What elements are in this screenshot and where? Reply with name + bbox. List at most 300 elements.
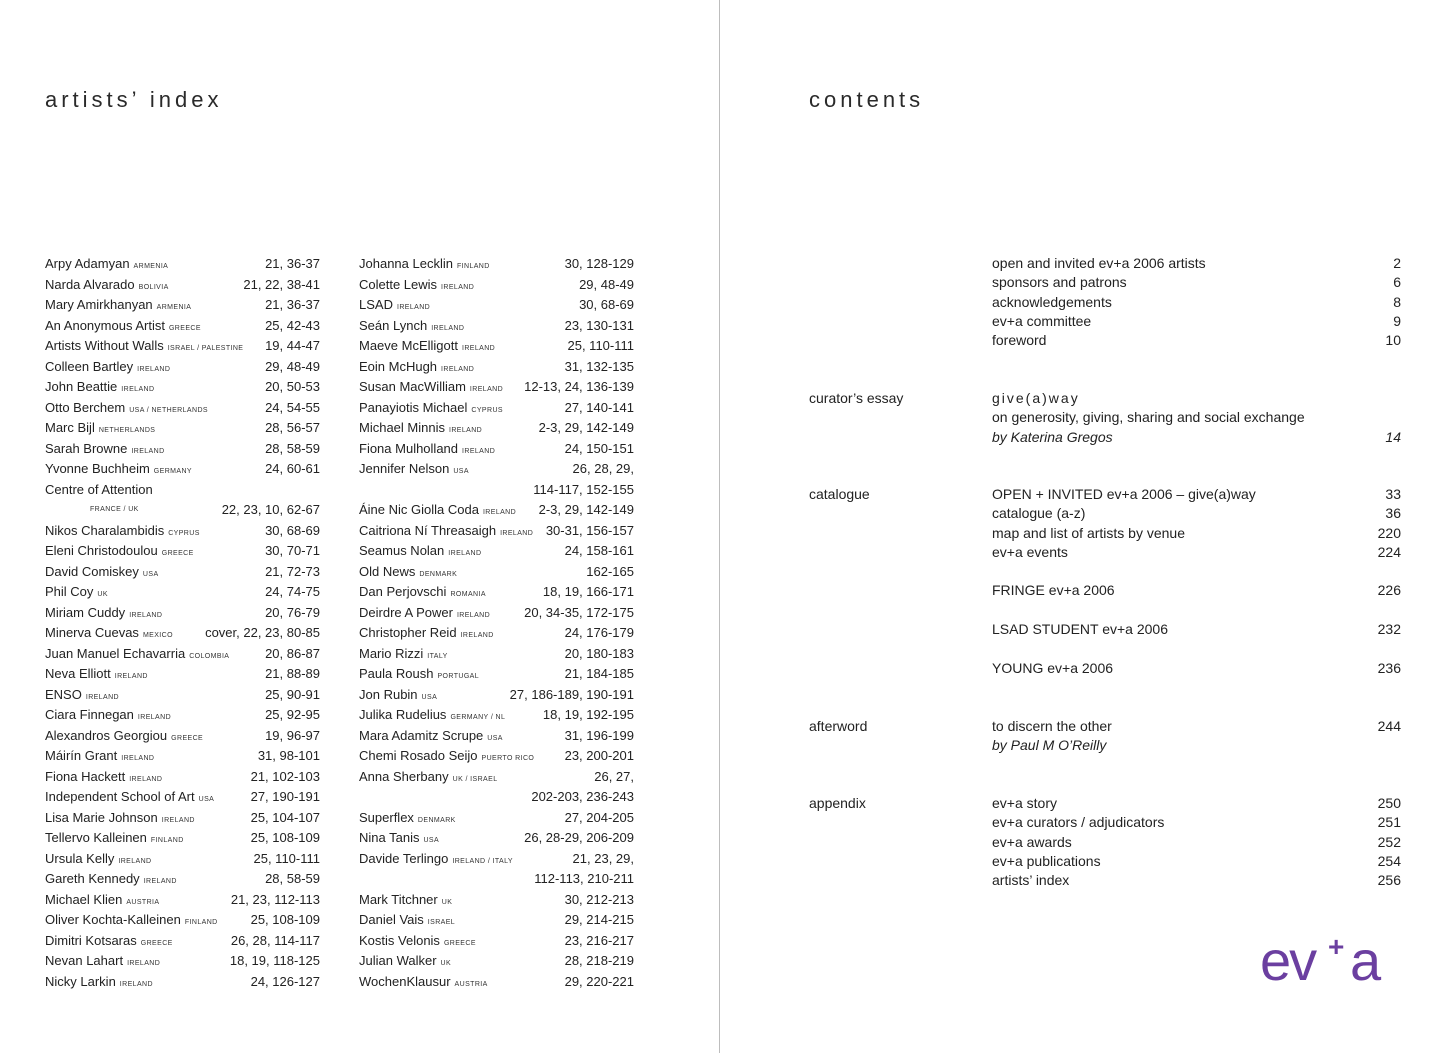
artist-pages: 18, 19, 118-125 xyxy=(229,953,320,968)
artist-name: Ursula Kelly IRELAND xyxy=(45,850,152,866)
artist-name: John Beattie IRELAND xyxy=(45,379,155,394)
index-entry xyxy=(359,972,634,993)
artist-name: Davide Terlingo IRELAND / ITALY xyxy=(359,850,513,866)
toc-entry-title: foreword xyxy=(992,332,1047,349)
artist-country: GERMANY / NL xyxy=(450,714,506,721)
toc-entry xyxy=(992,428,1401,447)
artist-pages: 23, 216-217 xyxy=(564,932,634,948)
artist-name: Nicky Larkin IRELAND xyxy=(45,973,153,989)
artist-pages: 22, 23, 10, 62-67 xyxy=(221,502,320,517)
artist-country: FRANCE / UK xyxy=(90,506,139,513)
artist-country: IRELAND xyxy=(482,509,517,516)
toc-entry-page: 36 xyxy=(1385,505,1401,522)
toc-entry xyxy=(992,620,1401,639)
artist-pages: 27, 204-205 xyxy=(564,809,634,825)
artist-country: USA xyxy=(487,734,503,742)
index-entry xyxy=(45,767,320,788)
artist-name: Susan MacWilliam IRELAND xyxy=(359,379,504,394)
artist-country: IRELAND xyxy=(114,673,148,680)
artist-name: Paula Roush PORTUGAL xyxy=(359,666,480,681)
index-entry xyxy=(359,562,634,583)
artist-country: FINLAND xyxy=(184,919,218,926)
toc-entry-page: 220 xyxy=(1377,524,1401,541)
section-label: appendix xyxy=(809,795,866,811)
svg-text:ev: ev xyxy=(1260,929,1316,992)
toc-entry-page: 10 xyxy=(1385,332,1401,349)
section-entries xyxy=(992,794,1401,890)
toc-entry-title: map and list of artists by venue xyxy=(992,524,1185,541)
artist-pages: 21, 23, 112-113 xyxy=(230,891,320,907)
artist-country: USA xyxy=(453,468,469,475)
toc-entry-title: open and invited ev+a 2006 artists xyxy=(992,255,1206,271)
artist-pages: 23, 200-201 xyxy=(564,748,634,763)
artist-name: An Anonymous Artist GREECE xyxy=(45,317,201,333)
artist-country: IRELAND xyxy=(129,611,163,619)
artist-country: UK xyxy=(441,898,453,906)
artist-name: Otto Berchem USA / NETHERLANDS xyxy=(45,399,208,415)
artist-country: AUSTRIA xyxy=(454,980,488,988)
artist-pages: 28, 58-59 xyxy=(265,440,320,456)
artist-pages: 21, 184-185 xyxy=(564,666,634,681)
artist-name: Michael Klien AUSTRIA xyxy=(45,891,160,907)
index-entry xyxy=(45,480,320,501)
artist-country: IRELAND xyxy=(469,386,504,393)
toc-entry-title: OPEN + INVITED ev+a 2006 – give(a)way xyxy=(992,486,1256,502)
artist-name: Independent School of Art USA xyxy=(45,789,215,804)
artist-pages: 26, 28, 29, xyxy=(572,461,634,476)
artist-country: IRELAND xyxy=(143,878,177,885)
artist-pages: 25, 90-91 xyxy=(265,686,320,702)
artist-pages: 25, 108-109 xyxy=(250,830,320,845)
index-entry xyxy=(45,685,320,706)
toc-entry-title: ev+a curators / adjudicators xyxy=(992,814,1165,831)
index-entry xyxy=(359,746,634,767)
index-entry xyxy=(359,644,634,665)
artist-pages: 25, 104-107 xyxy=(250,809,320,825)
toc-entry-page: 232 xyxy=(1377,621,1401,638)
artist-name: Máirín Grant IRELAND xyxy=(45,748,155,763)
toc-entry-page: 236 xyxy=(1377,659,1401,676)
toc-entry xyxy=(992,485,1401,504)
index-entry xyxy=(45,808,320,829)
index-entry xyxy=(359,849,634,870)
artist-country: UK / ISRAEL xyxy=(452,775,498,783)
artist-name: Dan Perjovschi ROMANIA xyxy=(359,584,486,599)
artist-country: IRELAND xyxy=(121,386,155,393)
artist-name: Anna Sherbany UK / ISRAEL xyxy=(359,768,498,784)
artist-pages: 21, 36-37 xyxy=(265,256,320,271)
index-entry xyxy=(45,787,320,808)
toc-entry-title: ev+a events xyxy=(992,543,1068,560)
artist-name: Dimitri Kotsaras GREECE xyxy=(45,932,173,948)
toc-entry-title: ev+a awards xyxy=(992,833,1072,850)
toc-entry-page: 254 xyxy=(1377,852,1401,869)
index-entry xyxy=(45,972,320,993)
index-entry xyxy=(359,828,634,849)
artist-pages: 20, 86-87 xyxy=(265,645,320,661)
artist-country: GREECE xyxy=(140,939,173,947)
artist-pages: 21, 22, 38-41 xyxy=(243,276,320,292)
artist-pages: 24, 176-179 xyxy=(564,625,634,640)
artist-name: Superflex DENMARK xyxy=(359,809,456,825)
artist-name: Caitriona Ní Threasaigh IRELAND xyxy=(359,522,534,538)
artist-country: DENMARK xyxy=(417,816,456,824)
artist-name: Old News DENMARK xyxy=(359,563,458,579)
artist-pages: 12-13, 24, 136-139 xyxy=(524,379,634,394)
artist-name: Neva Elliott IRELAND xyxy=(45,666,148,681)
artist-name: Juan Manuel Echavarria COLOMBIA xyxy=(45,645,230,661)
index-entry xyxy=(359,623,634,644)
artist-name: Phil Coy UK xyxy=(45,584,108,599)
index-entry xyxy=(45,951,320,972)
artist-pages: 2-3, 29, 142-149 xyxy=(538,502,634,517)
index-entry xyxy=(45,295,320,316)
artist-country: CYPRUS xyxy=(168,529,200,537)
artist-country: UK xyxy=(440,960,452,967)
index-entry xyxy=(359,541,634,562)
artist-pages: 29, 220-221 xyxy=(564,973,634,989)
artist-country: MEXICO xyxy=(142,632,173,639)
index-entry xyxy=(45,746,320,767)
artist-pages: 21, 102-103 xyxy=(250,768,320,784)
toc-entry-title: artists’ index xyxy=(992,872,1070,889)
index-entry xyxy=(359,500,634,521)
section-label: afterword xyxy=(809,718,868,734)
toc-entry xyxy=(992,331,1401,350)
toc-entry-title: sponsors and patrons xyxy=(992,274,1127,291)
artist-country: USA xyxy=(423,837,440,844)
artist-name: Daniel Vais ISRAEL xyxy=(359,912,456,927)
artist-name: Alexandros Georgiou GREECE xyxy=(45,727,204,743)
artist-name: Gareth Kennedy IRELAND xyxy=(45,871,177,886)
artist-name: Maeve McElligott IRELAND xyxy=(359,338,496,353)
artist-pages: 20, 180-183 xyxy=(564,645,634,661)
toc-entry-page: 226 xyxy=(1377,582,1401,599)
toc-entry xyxy=(992,273,1401,292)
artist-pages: 24, 54-55 xyxy=(265,399,320,415)
toc-entry-page: 9 xyxy=(1393,312,1401,329)
artist-pages: 28, 218-219 xyxy=(564,953,634,968)
toc-entry xyxy=(992,736,1401,755)
toc-entry xyxy=(992,833,1401,852)
artist-name: Fiona Mulholland IRELAND xyxy=(359,440,496,456)
artist-country: CYPRUS xyxy=(471,406,503,414)
artist-name: Eoin McHugh IRELAND xyxy=(359,358,475,374)
index-entry xyxy=(45,357,320,378)
toc-entry xyxy=(992,813,1401,832)
toc-entry-title: to discern the other xyxy=(992,718,1112,734)
artist-pages: 24, 126-127 xyxy=(250,973,320,989)
artist-pages: 2-3, 29, 142-149 xyxy=(538,420,634,435)
artist-country: ARMENIA xyxy=(133,263,169,270)
artist-name: Seán Lynch IRELAND xyxy=(359,317,465,333)
index-entry xyxy=(359,910,634,931)
artist-name: Julian Walker UK xyxy=(359,953,452,968)
artist-name: Tellervo Kalleinen FINLAND xyxy=(45,830,184,845)
artist-country: GREECE xyxy=(161,550,194,557)
section-label: catalogue xyxy=(809,486,870,502)
index-entry xyxy=(359,767,634,788)
toc-entry-page: 251 xyxy=(1377,814,1401,831)
toc-entry-title: on generosity, giving, sharing and social exchange xyxy=(992,409,1305,426)
artist-pages: 28, 56-57 xyxy=(265,420,320,435)
artist-name: Panayiotis Michael CYPRUS xyxy=(359,399,503,415)
artist-pages: 24, 150-151 xyxy=(564,440,634,456)
index-entry xyxy=(359,254,634,275)
artist-country: IRELAND xyxy=(121,755,155,762)
artist-pages: 20, 34-35, 172-175 xyxy=(524,604,634,620)
artist-country: IRELAND xyxy=(396,304,431,311)
artist-name: Lisa Marie Johnson IRELAND xyxy=(45,809,195,825)
artist-country: IRELAND xyxy=(137,714,172,721)
artist-pages: 162-165 xyxy=(586,563,634,579)
index-entry xyxy=(359,480,634,501)
index-entry xyxy=(45,418,320,439)
toc-entry-title: FRINGE ev+a 2006 xyxy=(992,582,1115,599)
artist-pages: 202-203, 236-243 xyxy=(531,789,634,804)
artist-country: IRELAND xyxy=(131,447,165,455)
artist-name: WochenKlausur AUSTRIA xyxy=(359,973,488,989)
artist-name: Narda Alvarado BOLIVIA xyxy=(45,276,169,292)
artist-country: ITALY xyxy=(427,652,448,660)
artist-country: FINLAND xyxy=(150,837,184,844)
index-entry xyxy=(45,726,320,747)
artist-country: USA xyxy=(142,570,159,578)
artist-pages: 30, 68-69 xyxy=(265,522,320,538)
svg-text:+: + xyxy=(1328,931,1345,962)
artist-pages: 31, 132-135 xyxy=(564,358,634,374)
artist-pages: 26, 28, 114-117 xyxy=(230,932,320,948)
toc-entry xyxy=(992,524,1401,543)
artist-pages: 26, 28-29, 206-209 xyxy=(524,830,634,845)
artist-pages: 30, 70-71 xyxy=(265,543,320,558)
contents-heading: contents xyxy=(809,86,925,112)
artist-name: Fiona Hackett IRELAND xyxy=(45,768,163,784)
artist-pages: 30, 128-129 xyxy=(564,256,634,271)
index-entry xyxy=(359,869,634,890)
artist-pages: 24, 158-161 xyxy=(564,543,634,558)
artist-pages: 25, 92-95 xyxy=(265,707,320,722)
index-entry xyxy=(359,398,634,419)
artist-name: Colleen Bartley IRELAND xyxy=(45,358,171,374)
artist-name: Jennifer Nelson USA xyxy=(359,461,469,476)
artist-country: FINLAND xyxy=(456,263,490,270)
artist-country: AUSTRIA xyxy=(126,898,160,906)
index-entry xyxy=(45,869,320,890)
toc-entry-title: acknowledgements xyxy=(992,293,1112,310)
toc-entry-page: 2 xyxy=(1393,255,1401,271)
artist-name: Mark Titchner UK xyxy=(359,891,453,907)
artist-pages: 29, 214-215 xyxy=(564,912,634,927)
index-entry xyxy=(359,439,634,460)
toc-entry-page: 256 xyxy=(1377,872,1401,889)
artist-country: IRELAND xyxy=(119,980,153,988)
index-entry xyxy=(359,459,634,480)
toc-entry xyxy=(992,389,1401,408)
artist-pages: 19, 96-97 xyxy=(265,727,320,743)
index-entry xyxy=(359,295,634,316)
artist-name: Julika Rudelius GERMANY / NL xyxy=(359,707,506,722)
section-entries xyxy=(992,254,1401,350)
artist-pages: 25, 110-111 xyxy=(567,338,634,353)
index-entry xyxy=(45,521,320,542)
artist-name: Mara Adamitz Scrupe USA xyxy=(359,727,503,743)
artist-country: PORTUGAL xyxy=(437,673,480,680)
artist-name: Deirdre A Power IRELAND xyxy=(359,604,491,620)
section-entries xyxy=(992,717,1401,756)
artist-country: IRELAND xyxy=(129,775,163,783)
index-entry xyxy=(45,664,320,685)
artist-country: IRELAND xyxy=(500,529,534,537)
index-entry xyxy=(359,418,634,439)
artist-pages: 29, 48-49 xyxy=(265,358,320,374)
artist-country: USA / NETHERLANDS xyxy=(129,406,208,414)
index-entry xyxy=(45,398,320,419)
artist-name: Miriam Cuddy IRELAND xyxy=(45,604,163,620)
artist-name: Seamus Nolan IRELAND xyxy=(359,543,482,558)
toc-entry xyxy=(992,504,1401,523)
artist-name: Michael Minnis IRELAND xyxy=(359,420,483,435)
index-entry xyxy=(359,726,634,747)
toc-entry-title: catalogue (a-z) xyxy=(992,505,1086,522)
artist-pages: 20, 50-53 xyxy=(265,379,320,394)
index-entry xyxy=(359,357,634,378)
index-entry xyxy=(45,849,320,870)
artist-country: IRELAND xyxy=(460,632,494,639)
artist-name: Áine Nic Giolla Coda IRELAND xyxy=(359,502,517,517)
artist-country: GREECE xyxy=(443,939,476,947)
index-entry xyxy=(359,890,634,911)
artist-name: Minerva Cuevas MEXICO xyxy=(45,625,173,640)
artist-country: PUERTO RICO xyxy=(481,755,535,762)
artist-pages: 24, 60-61 xyxy=(265,461,320,476)
index-entry xyxy=(359,931,634,952)
toc-entry-page: 6 xyxy=(1393,274,1401,291)
artist-country: IRELAND / ITALY xyxy=(452,857,513,865)
index-entry xyxy=(359,951,634,972)
toc-entry-title: ev+a publications xyxy=(992,852,1101,869)
index-column-2 xyxy=(359,254,634,992)
artist-country: NETHERLANDS xyxy=(98,427,156,434)
artists-index-heading: artists’ index xyxy=(45,86,223,112)
artist-name: Sarah Browne IRELAND xyxy=(45,440,165,456)
artist-name: Kostis Velonis GREECE xyxy=(359,932,476,948)
toc-entry xyxy=(992,293,1401,312)
index-entry xyxy=(359,685,634,706)
index-entry xyxy=(45,541,320,562)
index-entry xyxy=(359,377,634,398)
artist-pages: 21, 88-89 xyxy=(265,666,320,681)
toc-entry-title: ev+a story xyxy=(992,795,1057,811)
index-entry xyxy=(45,275,320,296)
index-entry xyxy=(359,705,634,726)
artist-pages: 29, 48-49 xyxy=(579,276,634,292)
artist-name: ENSO IRELAND xyxy=(45,686,119,702)
artist-pages: 21, 36-37 xyxy=(265,297,320,312)
artist-pages: 25, 42-43 xyxy=(265,317,320,333)
index-entry xyxy=(45,644,320,665)
artist-name: Nina Tanis USA xyxy=(359,830,440,845)
toc-entry xyxy=(992,312,1401,331)
toc-entry xyxy=(992,659,1401,678)
artist-country: IRELAND xyxy=(461,345,496,352)
artist-pages: 31, 98-101 xyxy=(257,748,320,763)
artist-pages: 21, 23, 29, xyxy=(572,850,634,866)
artist-country: GERMANY xyxy=(153,468,192,475)
artist-country: ARMENIA xyxy=(156,304,192,311)
index-entry xyxy=(45,623,320,644)
artist-country: IRELAND xyxy=(441,365,475,373)
index-entry xyxy=(45,603,320,624)
artist-name: Christopher Reid IRELAND xyxy=(359,625,494,640)
artist-country: IRELAND xyxy=(137,365,171,373)
artist-country: DENMARK xyxy=(419,570,458,578)
artist-name: Centre of Attention xyxy=(45,481,153,497)
artist-name: LSAD IRELAND xyxy=(359,297,431,312)
artist-country: IRELAND xyxy=(448,550,482,557)
artist-country: IRELAND xyxy=(127,960,161,967)
section-entries xyxy=(992,485,1401,678)
toc-entry xyxy=(992,254,1401,273)
artist-name: Eleni Christodoulou GREECE xyxy=(45,543,194,558)
index-entry xyxy=(45,254,320,275)
artist-country: GREECE xyxy=(171,734,204,742)
toc-entry-title: ev+a committee xyxy=(992,312,1092,329)
artist-pages: 18, 19, 166-171 xyxy=(542,584,634,599)
artist-country: ISRAEL xyxy=(427,919,456,926)
toc-entry xyxy=(992,408,1401,427)
artist-pages: 27, 190-191 xyxy=(250,789,320,804)
artist-country: USA xyxy=(198,796,215,803)
artist-pages: 18, 19, 192-195 xyxy=(542,707,634,722)
index-entry xyxy=(45,910,320,931)
index-entry xyxy=(45,316,320,337)
artist-name: Colette Lewis IRELAND xyxy=(359,276,475,292)
artist-country: BOLIVIA xyxy=(138,283,169,291)
index-entry xyxy=(45,582,320,603)
artist-pages: 27, 140-141 xyxy=(564,399,634,415)
right-page xyxy=(720,0,1445,1053)
artist-pages: 23, 130-131 xyxy=(564,317,634,333)
toc-entry-page: 33 xyxy=(1385,486,1401,502)
artist-pages: 25, 108-109 xyxy=(250,912,320,927)
artist-name: Marc Bijl NETHERLANDS xyxy=(45,420,156,435)
index-entry xyxy=(45,377,320,398)
artist-country: ROMANIA xyxy=(450,591,486,598)
index-entry xyxy=(359,603,634,624)
index-entry xyxy=(359,787,634,808)
index-entry xyxy=(45,439,320,460)
index-entry xyxy=(45,562,320,583)
artist-name: Yvonne Buchheim GERMANY xyxy=(45,461,192,476)
toc-entry-page: 252 xyxy=(1377,833,1401,850)
artist-country: IRELAND xyxy=(161,816,195,824)
artist-pages: 21, 72-73 xyxy=(265,563,320,579)
index-entry xyxy=(45,705,320,726)
index-entry xyxy=(359,316,634,337)
artist-pages: 30, 212-213 xyxy=(564,891,634,907)
artist-pages: 31, 196-199 xyxy=(564,727,634,743)
artist-country: IRELAND xyxy=(456,611,491,619)
artist-name: Oliver Kochta-Kalleinen FINLAND xyxy=(45,912,218,927)
artist-name: Artists Without Walls ISRAEL / PALESTINE xyxy=(45,338,244,353)
artist-name: David Comiskey USA xyxy=(45,563,159,579)
artist-country: GREECE xyxy=(168,324,201,332)
artist-pages: 30-31, 156-157 xyxy=(545,522,634,538)
artist-pages: 20, 76-79 xyxy=(265,604,320,620)
toc-entry-page: 244 xyxy=(1377,718,1401,734)
index-entry xyxy=(359,582,634,603)
